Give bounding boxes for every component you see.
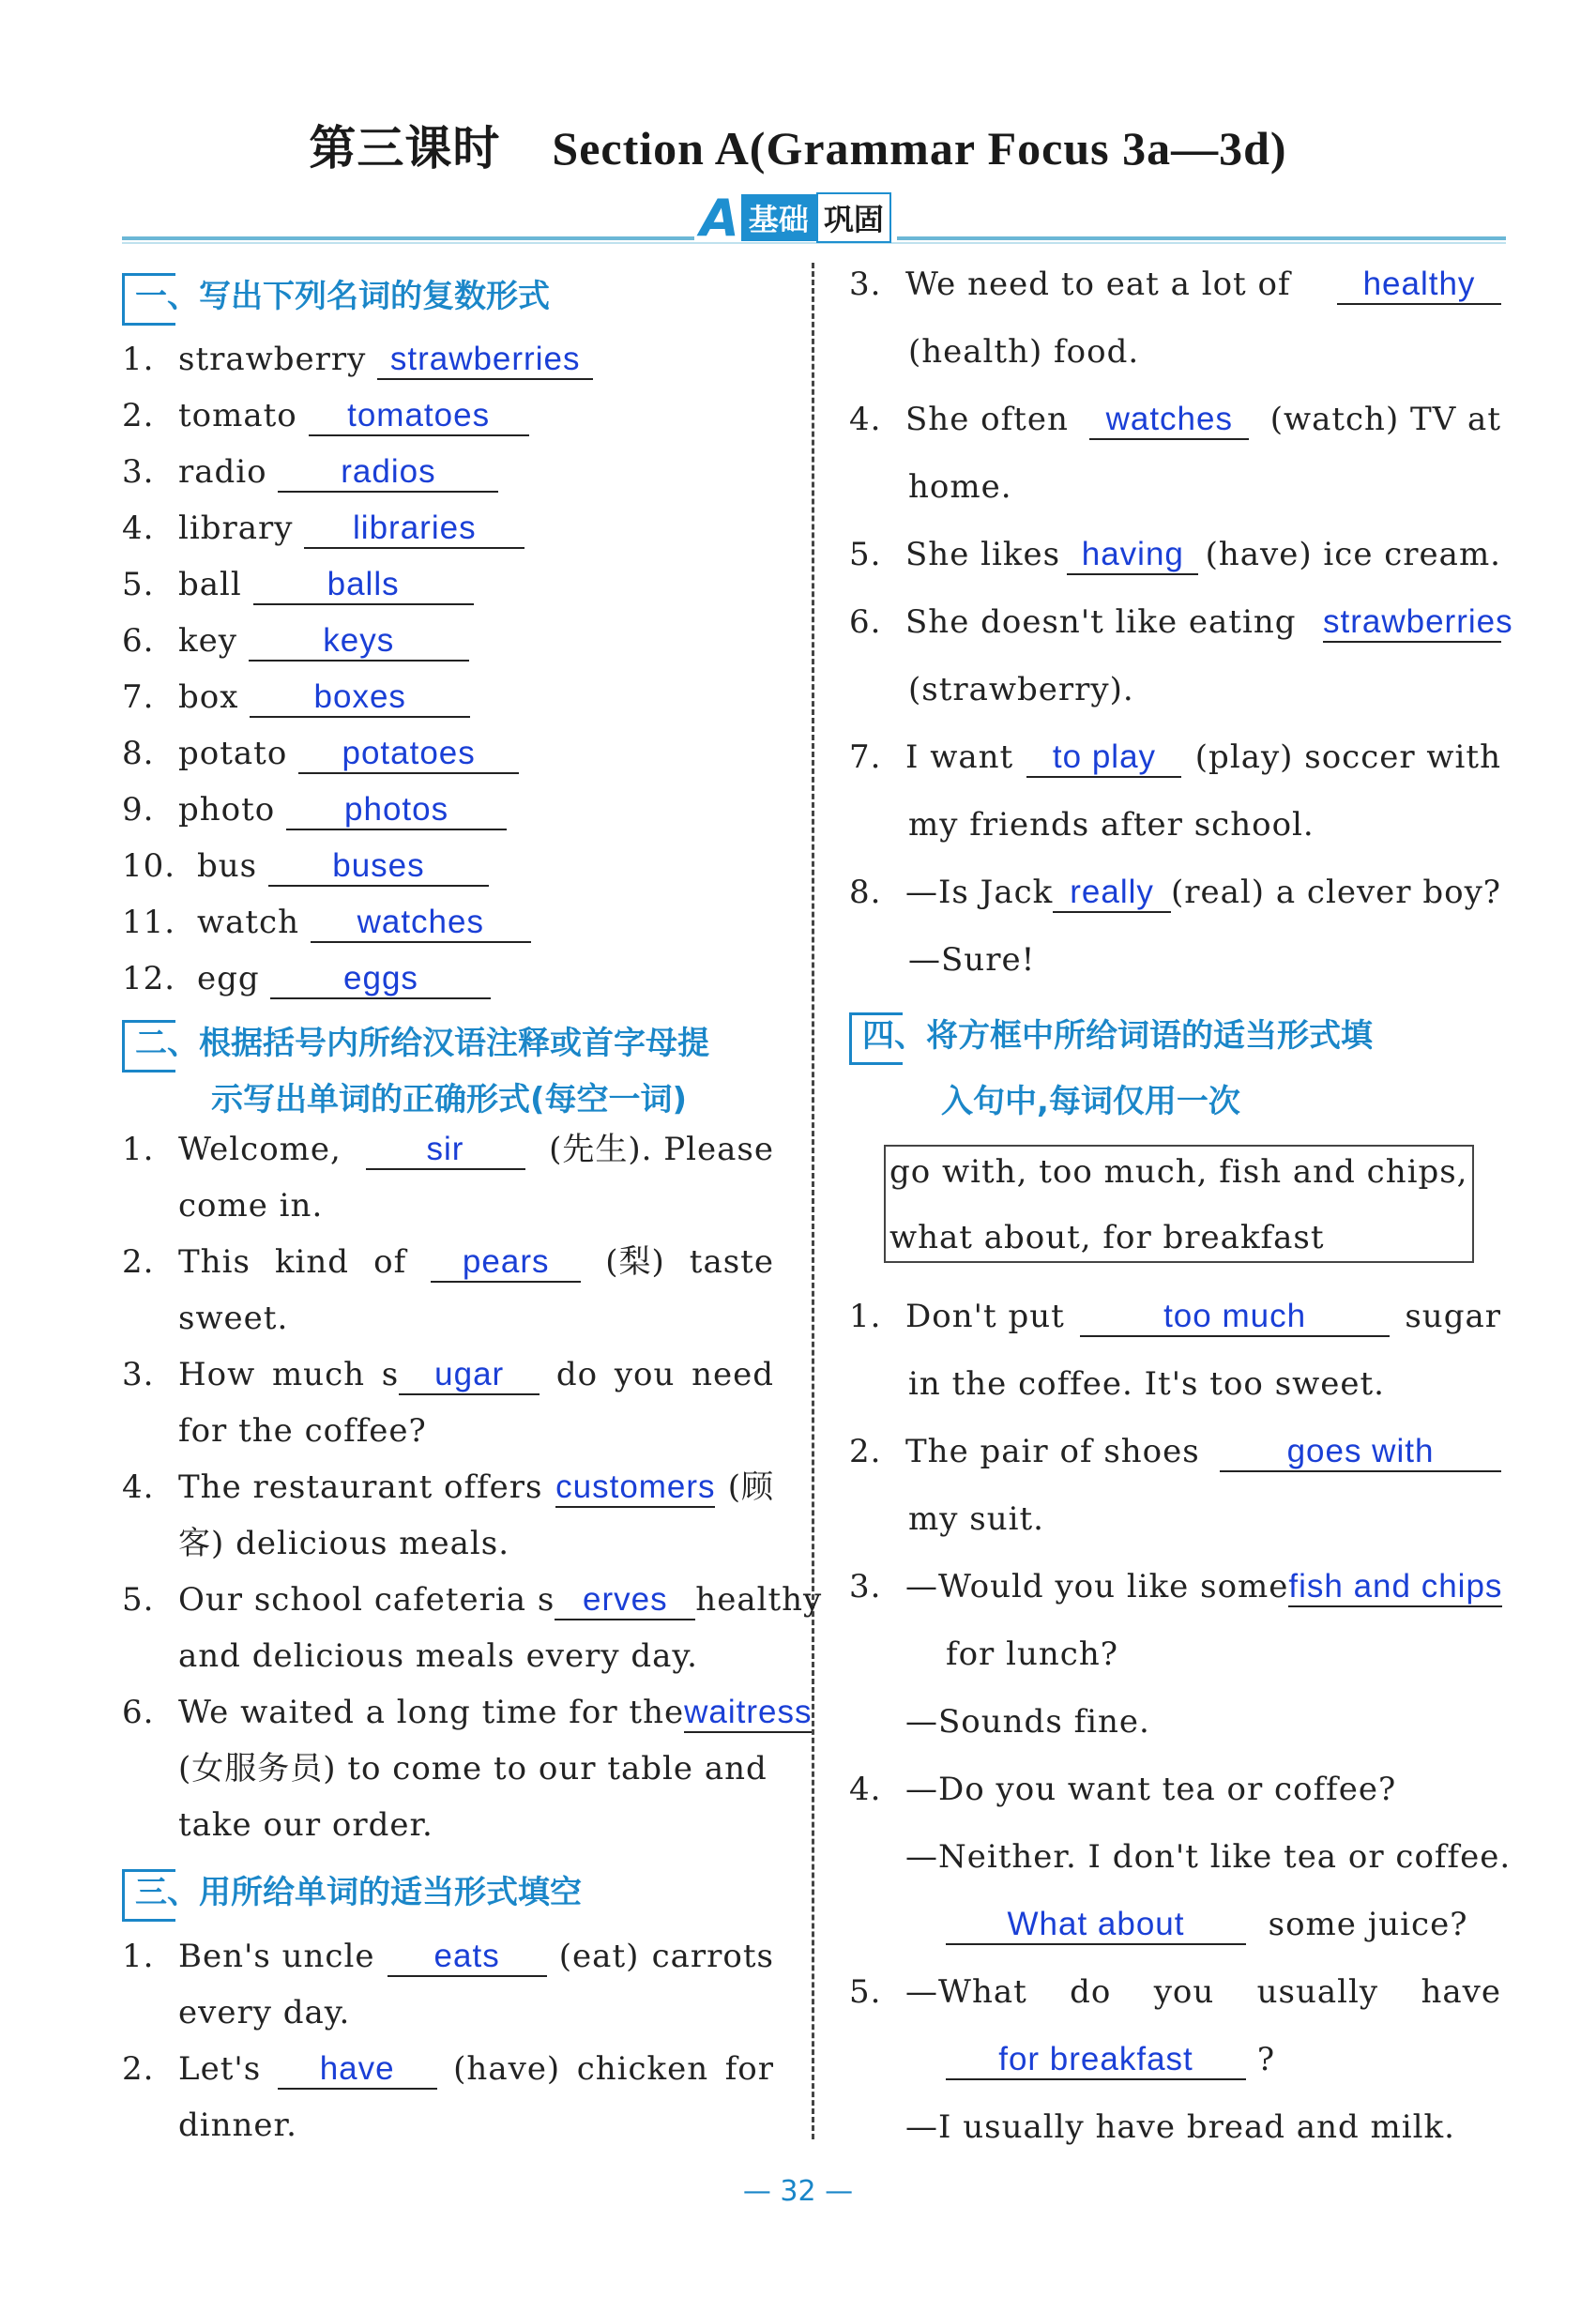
question-cont: take our order. xyxy=(178,1806,433,1844)
answer-blank[interactable]: have xyxy=(278,2050,437,2090)
question: 6. We waited a long time for the waitress xyxy=(122,1694,813,1731)
answer-blank[interactable]: radios xyxy=(278,453,498,493)
question-cont: (女服务员) to come to our table and xyxy=(178,1750,768,1787)
question-cont: dinner. xyxy=(178,2107,297,2144)
answer-blank[interactable]: balls xyxy=(253,566,474,605)
answer-blank[interactable]: goes with xyxy=(1220,1433,1501,1472)
answer-blank[interactable]: pears xyxy=(431,1243,581,1283)
page-number: — 32 — xyxy=(742,2175,854,2208)
answer-blank[interactable]: photos xyxy=(286,791,507,830)
question-cont: for the coffee? xyxy=(178,1412,427,1450)
word-box-line2: what about, for breakfast xyxy=(889,1219,1325,1256)
answer-blank[interactable]: What about xyxy=(946,1906,1246,1945)
answer-blank[interactable]: strawberries xyxy=(377,341,593,380)
question: 4. She often watches (watch) TV at xyxy=(849,401,1501,438)
answer-blank[interactable]: for breakfast xyxy=(946,2041,1246,2080)
list-item: 10. bus buses xyxy=(122,847,489,887)
badge-word2: 巩固 xyxy=(816,192,891,243)
lesson-label: 第三课时 xyxy=(309,121,501,175)
question-cont: —Sounds fine. xyxy=(905,1703,1150,1741)
question-cont: —I usually have bread and milk. xyxy=(905,2108,1455,2146)
list-item: 6. key keys xyxy=(122,622,469,662)
answer-blank[interactable]: really xyxy=(1053,874,1171,913)
question-cont: and delicious meals every day. xyxy=(178,1637,698,1675)
question: 5. Our school cafeteria s erves healthy xyxy=(122,1581,823,1619)
question-cont: my suit. xyxy=(908,1500,1044,1538)
answer-blank[interactable]: sir xyxy=(366,1131,525,1170)
answer-blank[interactable]: too much xyxy=(1080,1298,1390,1337)
question: 5. —What do you usually have xyxy=(849,1973,1501,2011)
question: 4. The restaurant offers customers (顾 xyxy=(122,1468,774,1506)
answer-blank[interactable]: fish and chips xyxy=(1288,1568,1502,1607)
word-box-line1: go with, too much, fish and chips, xyxy=(889,1153,1468,1191)
column-divider xyxy=(812,263,814,2139)
answer-blank[interactable]: to play xyxy=(1026,738,1181,778)
question-cont: sweet. xyxy=(178,1300,289,1337)
banner-line-light xyxy=(122,242,1506,244)
answer-blank[interactable]: erves xyxy=(555,1581,695,1620)
badge-letter: A xyxy=(700,188,739,248)
list-item: 3. radio radios xyxy=(122,453,498,493)
question: 2. Let's have (have) chicken for xyxy=(122,2050,774,2088)
question: 5. She likes having (have) ice cream. xyxy=(849,536,1501,573)
list-item: 11. watch watches xyxy=(122,904,531,943)
question-cont: —Neither. I don't like tea or coffee. xyxy=(905,1838,1512,1876)
question: 3. We need to eat a lot of healthy xyxy=(849,266,1501,305)
question-cont: in the coffee. It's too sweet. xyxy=(908,1365,1385,1403)
question-cont: for breakfast ? xyxy=(946,2041,1275,2080)
badge-word1: 基础 xyxy=(741,194,816,241)
page-title xyxy=(0,111,1596,178)
answer-blank[interactable]: boxes xyxy=(250,678,470,718)
question-cont: —Sure! xyxy=(908,941,1036,979)
section2-heading: 二、根据括号内所给汉语注释或首字母提 xyxy=(122,1016,798,1071)
answer-blank[interactable]: customers xyxy=(555,1468,715,1508)
list-item: 5. ball balls xyxy=(122,566,474,605)
question-cont: (health) food. xyxy=(908,333,1140,371)
answer-blank[interactable]: keys xyxy=(249,622,469,662)
question: 7. I want to play (play) soccer with xyxy=(849,738,1501,776)
banner-badge xyxy=(694,188,897,248)
answer-blank[interactable]: buses xyxy=(268,847,489,887)
question: 3. How much s ugar do you need xyxy=(122,1356,774,1393)
question-cont: come in. xyxy=(178,1187,324,1225)
question-cont: (strawberry). xyxy=(908,671,1134,708)
question: 8. —Is Jack really (real) a clever boy? xyxy=(849,874,1501,911)
question: 1. Ben's uncle eats (eat) carrots xyxy=(122,1938,774,1975)
question: 4. —Do you want tea or coffee? xyxy=(849,1771,1397,1808)
section1-heading: 一、写出下列名词的复数形式 xyxy=(122,269,779,324)
list-item: 2. tomato tomatoes xyxy=(122,397,529,436)
question: 1. Welcome, sir (先生). Please xyxy=(122,1131,774,1168)
answer-blank[interactable]: watches xyxy=(311,904,531,943)
answer-blank[interactable]: waitress xyxy=(684,1694,812,1733)
question-cont: for lunch? xyxy=(946,1635,1118,1673)
section-label: Section A(Grammar Focus 3a—3d) xyxy=(552,122,1287,175)
answer-blank[interactable]: watches xyxy=(1089,401,1249,440)
question-cont: every day. xyxy=(178,1994,351,2031)
question: 2. The pair of shoes goes with xyxy=(849,1433,1501,1472)
section2-heading-cont: 示写出单词的正确形式(每空一词) xyxy=(211,1081,688,1118)
question-cont: 客) delicious meals. xyxy=(178,1525,510,1562)
question: 2. This kind of pears (梨) taste xyxy=(122,1243,774,1281)
answer-blank[interactable]: ugar xyxy=(399,1356,540,1395)
answer-blank[interactable]: eats xyxy=(388,1938,547,1977)
section3-heading: 三、用所给单词的适当形式填空 xyxy=(122,1865,798,1920)
list-item: 4. library libraries xyxy=(122,510,524,549)
question-cont: my friends after school. xyxy=(908,806,1315,844)
section4-heading: 四、将方框中所给词语的适当形式填 xyxy=(849,1009,1506,1063)
answer-blank[interactable]: tomatoes xyxy=(309,397,529,436)
section4-heading-cont: 入句中,每词仅用一次 xyxy=(941,1083,1240,1120)
list-item: 7. box boxes xyxy=(122,678,470,718)
answer-blank[interactable]: eggs xyxy=(270,960,491,999)
answer-blank[interactable]: having xyxy=(1067,536,1198,575)
question: 6. She doesn't like eating strawberries xyxy=(849,603,1513,641)
question: 3. —Would you like some fish and chips xyxy=(849,1568,1503,1605)
list-item: 9. photo photos xyxy=(122,791,507,830)
answer-blank[interactable]: libraries xyxy=(304,510,524,549)
list-item: 8. potato potatoes xyxy=(122,735,519,774)
list-item: 12. egg eggs xyxy=(122,960,491,999)
answer-blank[interactable]: potatoes xyxy=(298,735,519,774)
question-cont: home. xyxy=(908,468,1012,506)
answer-blank[interactable]: healthy xyxy=(1337,266,1501,305)
answer-blank[interactable]: strawberries xyxy=(1323,603,1501,643)
question: 1. Don't put too much sugar xyxy=(849,1298,1501,1335)
question-cont: What about some juice? xyxy=(946,1906,1467,1945)
list-item: 1. strawberry strawberries xyxy=(122,341,593,380)
